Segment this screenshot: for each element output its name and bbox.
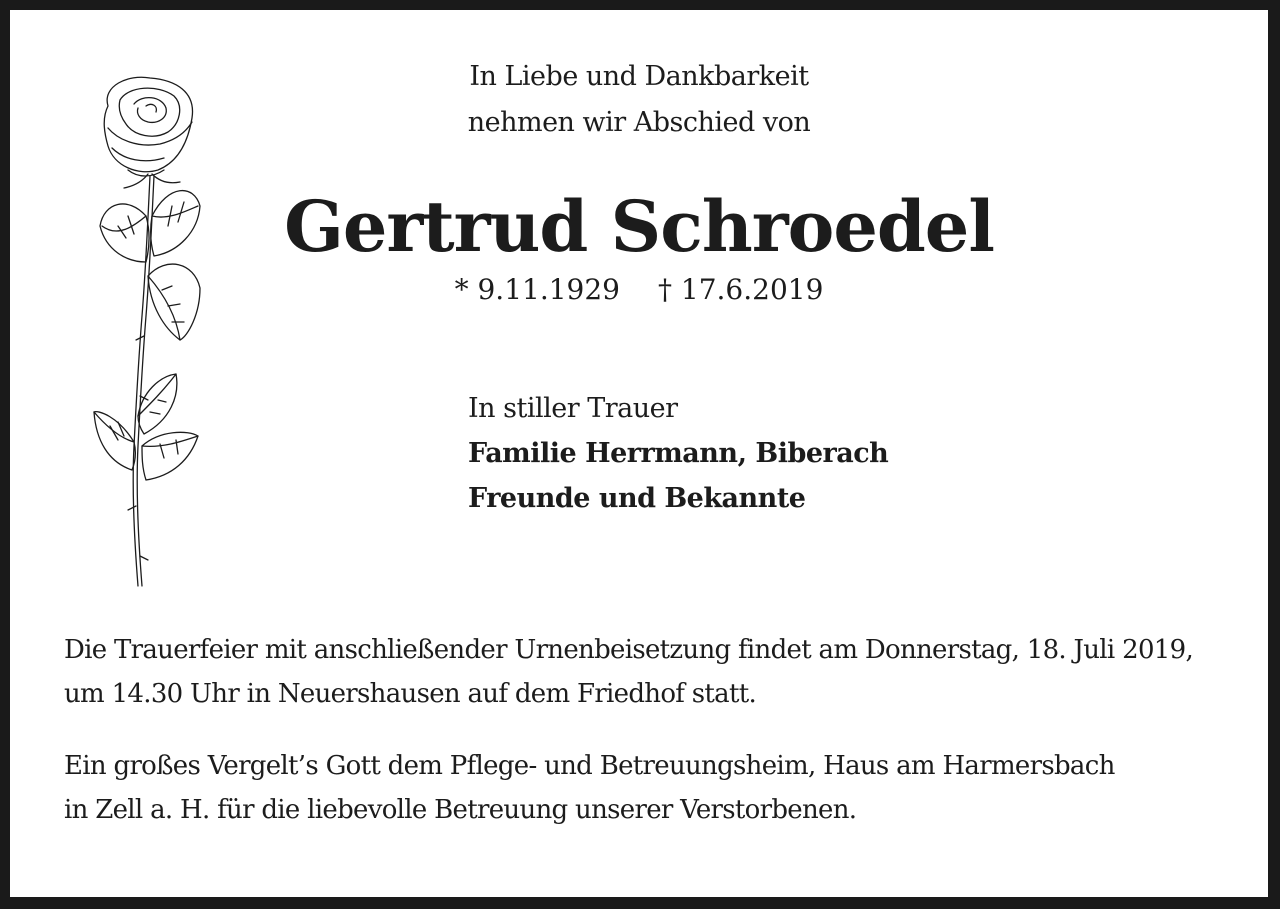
thanks-paragraph [64,744,1224,832]
death-date: † 17.6.2019 [658,273,824,306]
funeral-paragraph [64,628,1224,716]
thanks-line-2: in Zell a. H. für die liebevolle Betreuung unserer Verstorbenen. [64,795,857,825]
funeral-line-1: Die Trauerfeier mit anschließender Urnenbeisetzung findet am Donnerstag, 18. Juli 2019, [64,635,1194,665]
intro-line-1: In Liebe und Dankbarkeit [469,61,809,92]
intro-line-2: nehmen wir Abschied von [467,107,811,138]
birth-date: * 9.11.1929 [454,273,620,306]
mourners-heading: In stiller Trauer [468,393,678,424]
funeral-line-2: um 14.30 Uhr in Neuershausen auf dem Friedhof statt. [64,679,757,709]
life-dates [10,268,1268,312]
mourner-friends: Freunde und Bekannte [468,483,806,514]
deceased-name: Gertrud Schroedel [284,185,994,268]
mourners-block [468,386,888,521]
thanks-line-1: Ein großes Vergelt’s Gott dem Pflege- und Betreuungsheim, Haus am Harmersbach [64,751,1115,781]
obituary-notice [10,10,1268,897]
mourner-family: Familie Herrmann, Biberach [468,438,889,469]
